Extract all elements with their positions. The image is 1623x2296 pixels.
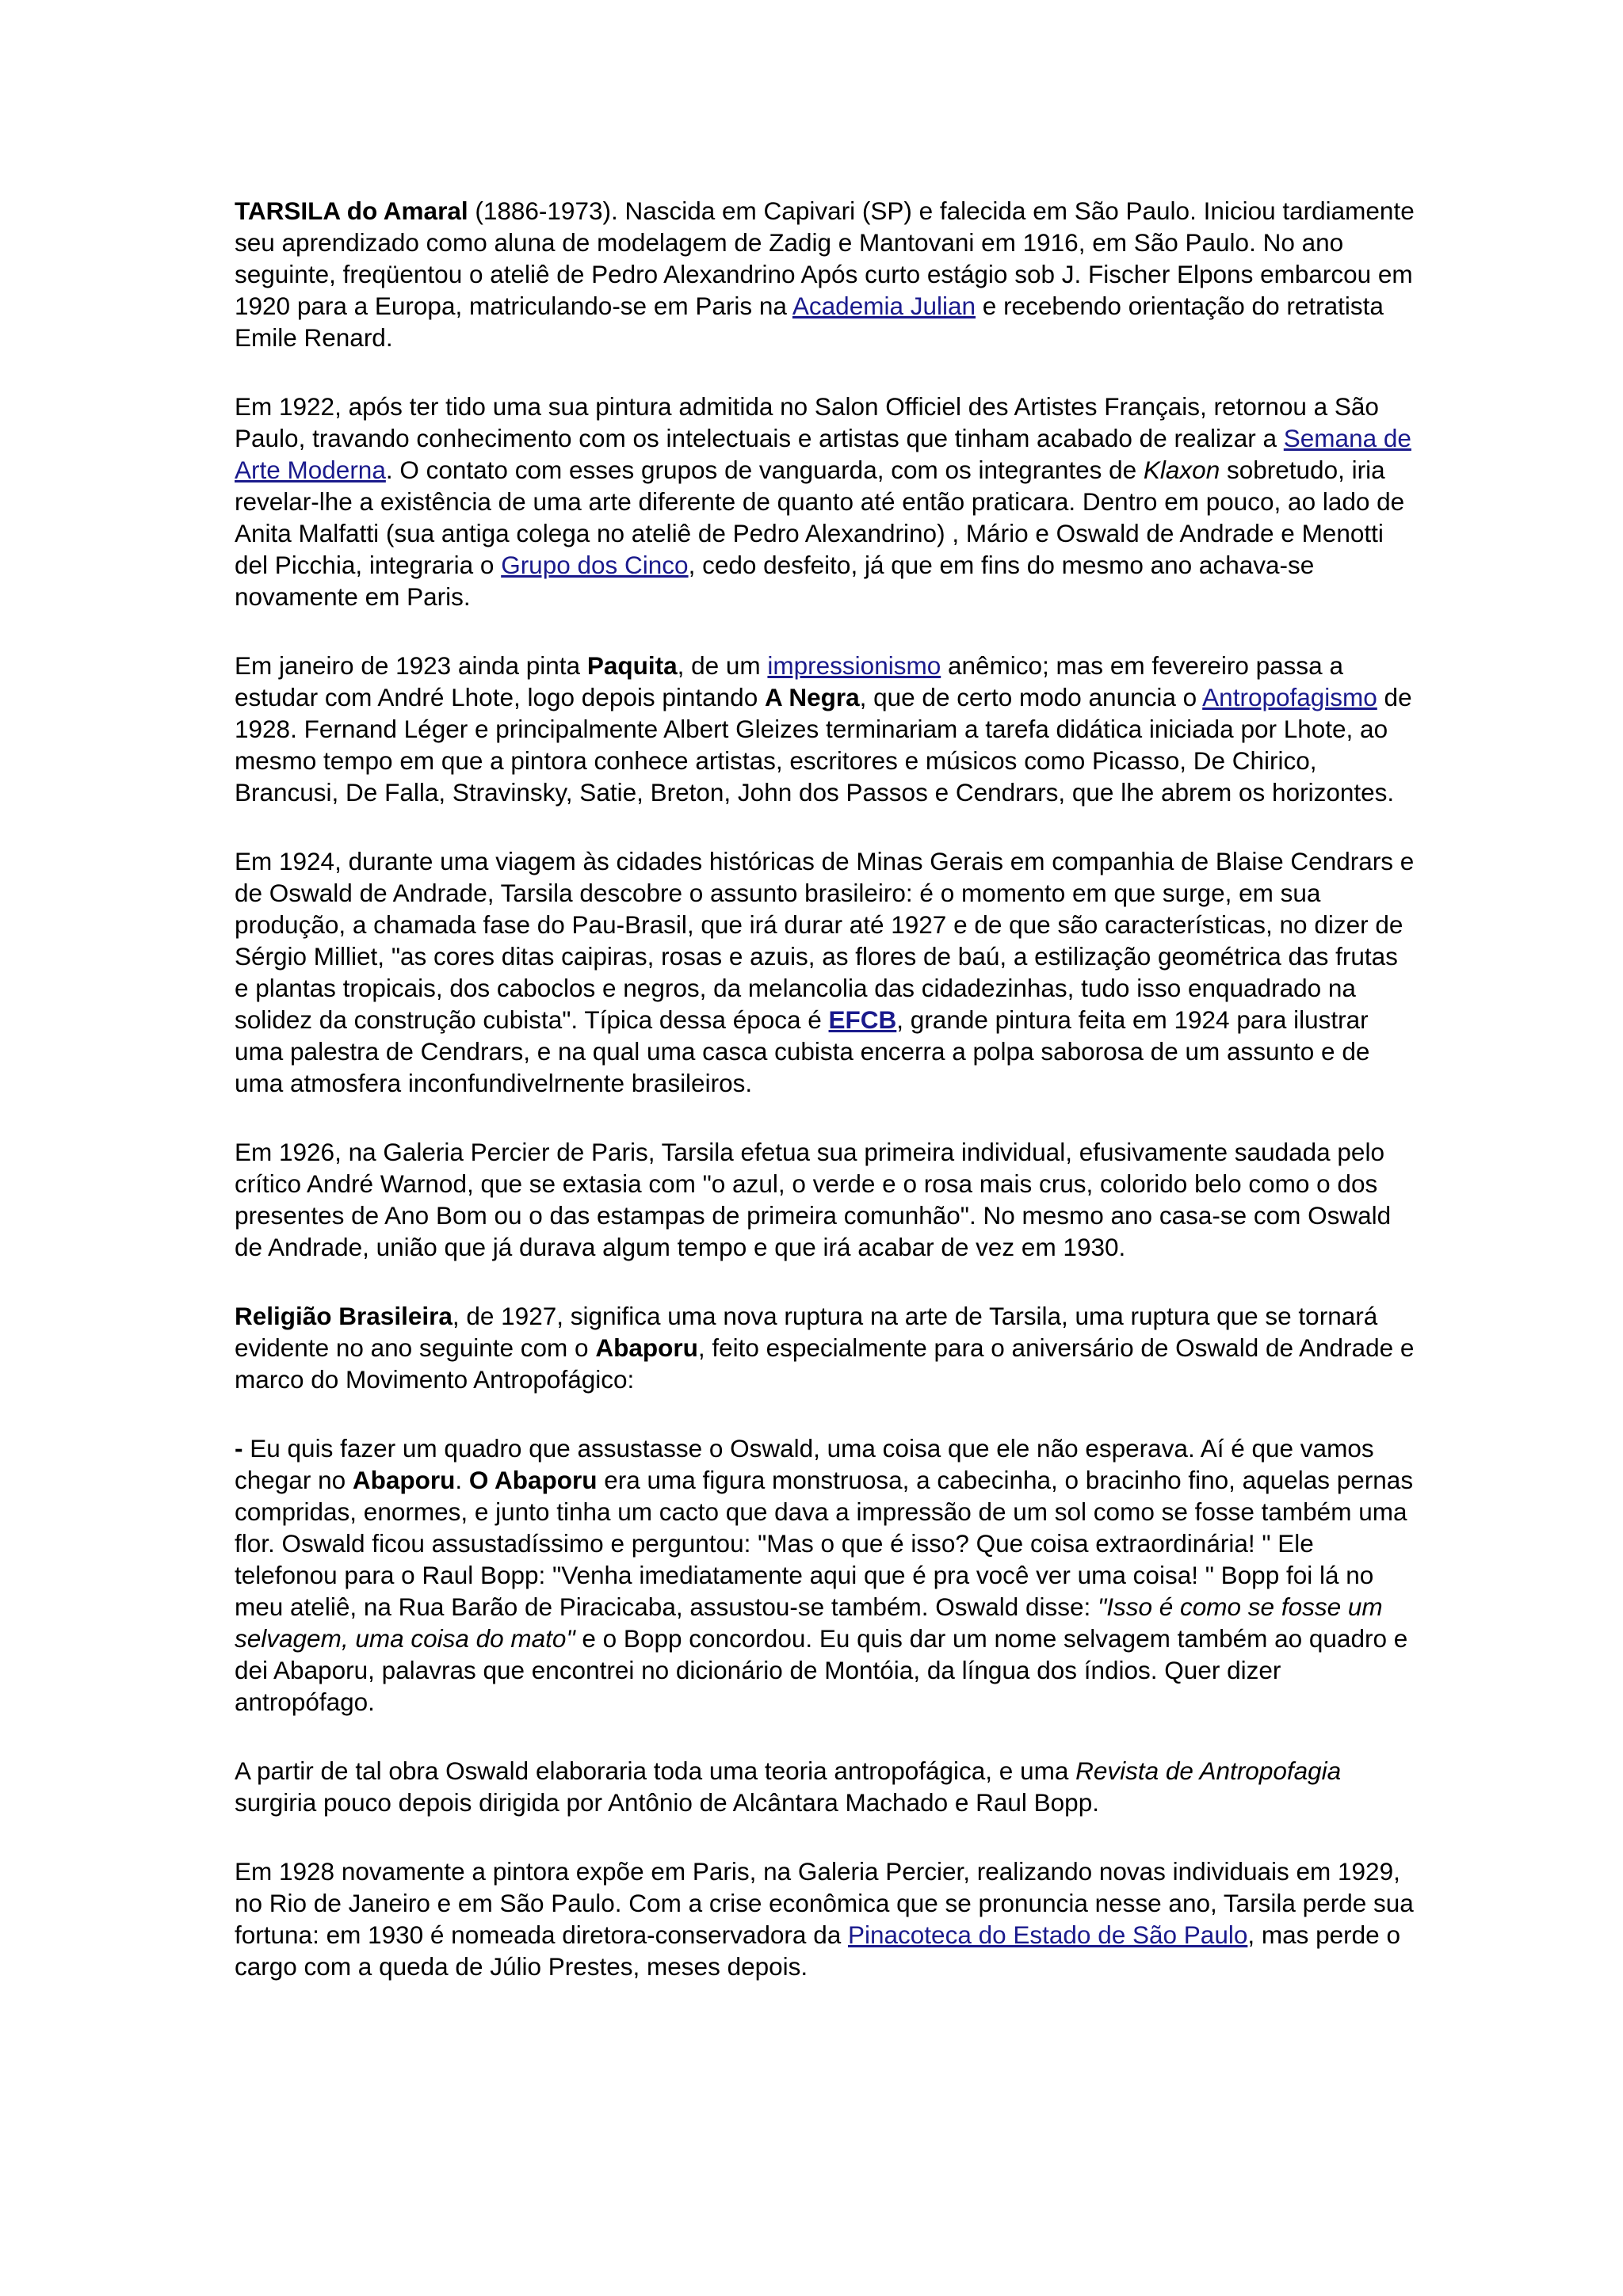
link-academia-julian[interactable]: Academia Julian <box>792 292 976 320</box>
paragraph-1926: Em 1926, na Galeria Percier de Paris, Tarsila efetua sua primeira individual, efusivamente saudada pelo crítico André Warnod, que se extasia com "o azul, o verde e o rosa mais crus, colorido belo como o dos presentes de Ano Bom ou o das estampas de primeira comunhão". No mesmo ano casa-se com Oswald de Andrade, união que já durava algum tempo e que irá acabar de vez em 1930. <box>235 1138 1392 1261</box>
document-body <box>235 195 1415 2019</box>
work-paquita: Paquita <box>586 651 678 680</box>
work-a-negra: A Negra <box>764 683 860 711</box>
paragraph-1922: Em 1922, após ter tido uma sua pintura admitida no Salon Officiel des Artistes Français, retornou a São Paulo, travando conhecimento com os intelectuais e artistas que tinham acabado de realizar a Semana de Arte Moderna. O contato com esses grupos de vanguarda, com os integrantes de Klaxon sobretudo, iria revelar-lhe a existência de uma arte diferente de quanto até então praticara. Dentro em pouco, ao lado de Anita Malfatti (sua antiga colega no ateliê de Pedro Alexandrino) , Mário e Oswald de Andrade e Menotti del Picchia, integraria o Grupo dos Cinco, cedo desfeito, já que em fins do mesmo ano achava-se novamente em Paris. <box>235 392 1411 611</box>
klaxon-title: Klaxon <box>1143 456 1220 484</box>
link-grupo-dos-cinco[interactable]: Grupo dos Cinco <box>501 551 689 579</box>
paragraph-teoria-antropofagica: A partir de tal obra Oswald elaboraria toda uma teoria antropofágica, e uma Revista de Antropofagia surgiria pouco depois dirigida por Antônio de Alcântara Machado e Raul Bopp. <box>235 1756 1342 1817</box>
paragraph-religiao-brasileira: Religião Brasileira, de 1927, significa uma nova ruptura na arte de Tarsila, uma ruptura que se tornará evidente no ano seguinte com o Abaporu, feito especialmente para o aniversário de Oswald de Andrade e marco do Movimento Antropofágico: <box>235 1302 1415 1394</box>
paragraph-1928: Em 1928 novamente a pintora expõe em Paris, na Galeria Percier, realizando novas individuais em 1929, no Rio de Janeiro e em São Paulo. Com a crise econômica que se pronuncia nesse ano, Tarsila perde sua fortuna: em 1930 é nomeada diretora-conservadora da Pinacoteca do Estado de São Paulo, mas perde o cargo com a queda de Júlio Prestes, meses depois. <box>235 1857 1414 1981</box>
paragraph-quote-abaporu: - Eu quis fazer um quadro que assustasse o Oswald, uma coisa que ele não esperava. Aí é que vamos chegar no Abaporu. O Abaporu era uma figura monstruosa, a cabecinha, o bracinho fino, aquelas pernas compridas, enormes, e junto tinha um cacto que dava a impressão de um sol como se fosse também uma flor. Oswald ficou assustadíssimo e perguntou: "Mas o que é isso? Que coisa extraordinária! " Ele telefonou para o Raul Bopp: "Venha imediatamente aqui que é pra você ver uma coisa! " Bopp foi lá no meu ateliê, na Rua Barão de Piracicaba, assustou-se também. Oswald disse: "Isso é como se fosse um selvagem, uma coisa do mato" e o Bopp concordou. Eu quis dar um nome selvagem também ao quadro e dei Abaporu, palavras que encontrei no dicionário de Montóia, da língua dos índios. Quer dizer antropófago. <box>235 1434 1414 1716</box>
link-semana-de-arte-moderna[interactable]: Semana de Arte Moderna <box>235 424 1411 484</box>
work-religiao-brasileira: Religião Brasileira <box>235 1302 453 1330</box>
paragraph-intro: TARSILA do Amaral (1886-1973). Nascida em Capivari (SP) e falecida em São Paulo. Iniciou tardiamente seu aprendizado como aluna de modelagem de Zadig e Mantovani em 1916, em São Paulo. No ano seguinte, freqüentou o ateliê de Pedro Alexandrino Após curto estágio sob J. Fischer Elpons embarcou em 1920 para a Europa, matriculando-se em Paris na Academia Julian e recebendo orientação do retratista Emile Renard. <box>235 196 1415 352</box>
work-o-abaporu: O Abaporu <box>468 1466 598 1494</box>
link-pinacoteca[interactable]: Pinacoteca do Estado de São Paulo <box>847 1920 1248 1949</box>
paragraph-1923: Em janeiro de 1923 ainda pinta Paquita, de um impressionismo anêmico; mas em fevereiro passa a estudar com André Lhote, logo depois pintando A Negra, que de certo modo anuncia o Antropofagismo de 1928. Fernand Léger e principalmente Albert Gleizes terminariam a tarefa didática iniciada por Lhote, ao mesmo tempo em que a pintora conhece artistas, escritores e músicos como Picasso, De Chirico, Brancusi, De Falla, Stravinsky, Satie, Breton, John dos Passos e Cendrars, que lhe abrem os horizontes. <box>235 651 1412 807</box>
link-efcb[interactable]: EFCB <box>828 1005 897 1034</box>
link-antropofagismo[interactable]: Antropofagismo <box>1202 683 1377 711</box>
work-abaporu: Abaporu <box>595 1333 698 1362</box>
artist-name: TARSILA do Amaral <box>235 196 468 225</box>
revista-title: Revista de Antropofagia <box>1075 1756 1342 1785</box>
link-impressionismo[interactable]: impressionismo <box>767 651 941 680</box>
quote-dash: - <box>235 1434 243 1463</box>
work-abaporu-mention: Abaporu <box>352 1466 456 1494</box>
oswald-quote: "Isso é como se fosse um selvagem, uma coisa do mato" <box>235 1592 1383 1653</box>
paragraph-1924: Em 1924, durante uma viagem às cidades históricas de Minas Gerais em companhia de Blaise Cendrars e de Oswald de Andrade, Tarsila descobre o assunto brasileiro: é o momento em que surge, em sua produção, a chamada fase do Pau-Brasil, que irá durar até 1927 e de que são características, no dizer de Sérgio Milliet, "as cores ditas caipiras, rosas e azuis, as flores de baú, a estilização geométrica das frutas e plantas tropicais, dos caboclos e negros, da melancolia das cidadezinhas, tudo isso enquadrado na solidez da construção cubista". Típica dessa época é EFCB, grande pintura feita em 1924 para ilustrar uma palestra de Cendrars, e na qual uma casca cubista encerra a polpa saborosa de um assunto e de uma atmosfera inconfundivelrnente brasileiros. <box>235 847 1415 1097</box>
